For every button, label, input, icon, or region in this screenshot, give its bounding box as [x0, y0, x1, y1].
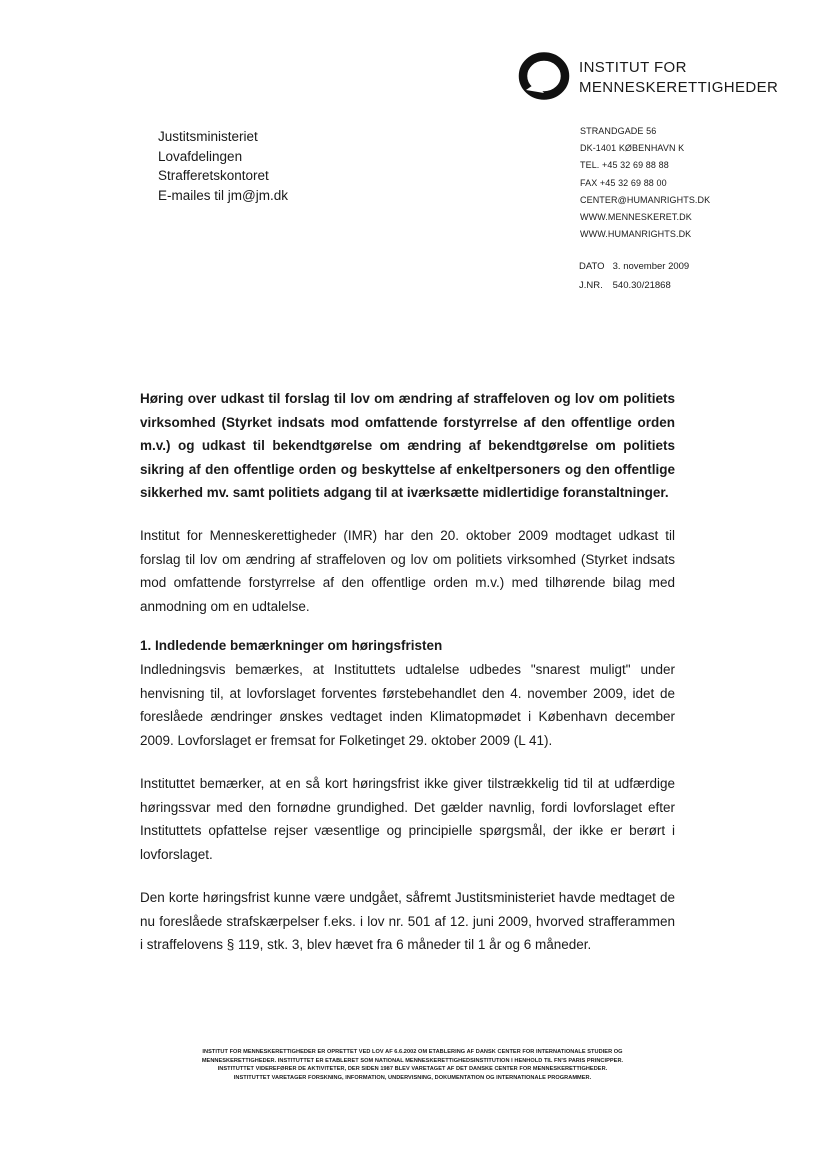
- recipient-line: Lovafdelingen: [158, 148, 243, 164]
- contact-line: STRANDGADE 56: [580, 126, 657, 136]
- jnr-row: [579, 276, 689, 295]
- body-paragraph: Instituttet bemærker, at en så kort høringsfrist ikke giver tilstrækkelig tid til at udfærdige høringssvar med den fornødne grundighed. Det gælder navnlig, fordi lovforslaget efter Instituttets opfattelse rejser væsentlige og principielle spørgsmål, der ikke er berørt i lovforslaget.: [140, 776, 675, 862]
- letter-footer: [150, 1048, 675, 1082]
- contact-line: CENTER@HUMANRIGHTS.DK: [580, 194, 711, 205]
- recipient-email: E-mailes til jm@jm.dk: [158, 187, 288, 203]
- contact-line: DK-1401 KØBENHAVN K: [580, 143, 685, 154]
- letter-meta: [579, 257, 689, 295]
- recipient-line: Justitsministeriet: [158, 129, 258, 144]
- jnr-label: J.NR.: [579, 280, 603, 291]
- footer-line: INSTITUTTET VIDEREFØRER DE AKTIVITETER, DER SIDEN 1987 BLEV VARETAGET AF DET DANSKE CENTER FOR MENNESKERETTIGHEDER.: [217, 1066, 608, 1073]
- recipient-address: [158, 127, 288, 205]
- body-paragraph: Institut for Menneskerettigheder (IMR) har den 20. oktober 2009 modtaget udkast til forslag til lov om ændring af straffeloven og lov om politiets virksomhed (Styrket indsats mod omfattende forstyrrelse af den offentlige orden m.v.) med tilhørende bilag med anmodning om en udtalelse.: [140, 528, 675, 614]
- org-name: [579, 58, 778, 98]
- jnr-value: 540.30/21868: [612, 280, 671, 291]
- body-paragraph: Indledningsvis bemærkes, at Instituttets udtalelse udbedes "snarest muligt" under henvisning til, at lovforslaget forventes førstebehandlet den 4. november 2009, idet de foreslåede ændringer ønskes vedtaget inden Klimatopmødet i København december 2009. Lovforslaget er fremsat for Folketinget 29. oktober 2009 (L 41).: [140, 662, 675, 748]
- contact-line: FAX +45 32 69 88 00: [580, 177, 667, 188]
- contact-line: WWW.MENNESKERET.DK: [580, 212, 692, 223]
- date-label: DATO: [579, 261, 605, 272]
- section-heading: 1. Indledende bemærkninger om høringsfristen: [140, 638, 443, 653]
- recipient-line: Strafferetskontoret: [158, 168, 269, 183]
- date-row: [579, 257, 689, 276]
- org-name-line1: INSTITUT FOR: [579, 59, 687, 76]
- footer-line: MENNESKERETTIGHEDER. INSTITUTTET ER ETABLERET SOM NATIONAL MENNESKERETTIGHEDSINSTITUTION I HENHOLD TIL FN'S PARIS PRINCIPPER.: [201, 1057, 624, 1064]
- imr-ring-logo-icon: [518, 52, 570, 100]
- sender-contact-block: [580, 123, 710, 243]
- org-name-line2: MENNESKERETTIGHEDER: [579, 79, 779, 96]
- footer-line: INSTITUT FOR MENNESKERETTIGHEDER ER OPRETTET VED LOV AF 6.6.2002 OM ETABLERING AF DANSK CENTER FOR INTERNATIONALE STUDIER OG: [202, 1049, 623, 1055]
- body-paragraph: Den korte høringsfrist kunne være undgået, såfremt Justitsministeriet havde medtaget de nu foreslåede strafskærpelser f.eks. i lov nr. 501 af 12. juni 2009, hvorved strafferammen i straffelovens § 119, stk. 3, blev hævet fra 6 måneder til 1 år og 6 måneder.: [140, 890, 675, 952]
- contact-line: TEL. +45 32 69 88 88: [580, 160, 669, 171]
- contact-line: WWW.HUMANRIGHTS.DK: [580, 229, 692, 240]
- footer-line: INSTITUTTET VARETAGER FORSKNING, INFORMATION, UNDERVISNING, DOKUMENTATION OG INTERNATIONALE PROGRAMMER.: [233, 1074, 592, 1081]
- date-value: 3. november 2009: [612, 261, 690, 272]
- letter-subject: Høring over udkast til forslag til lov om ændring af straffeloven og lov om politiets virksomhed (Styrket indsats mod omfattende forstyrrelse af den offentlige orden m.v.) og udkast til bekendtgørelse om ændring af bekendtgørelse om politiets sikring af den offentlige orden og beskyttelse af enkeltpersoners og den offentlige sikkerhed mv. samt politiets adgang til at iværksætte midlertidige foranstaltninger.: [140, 391, 675, 500]
